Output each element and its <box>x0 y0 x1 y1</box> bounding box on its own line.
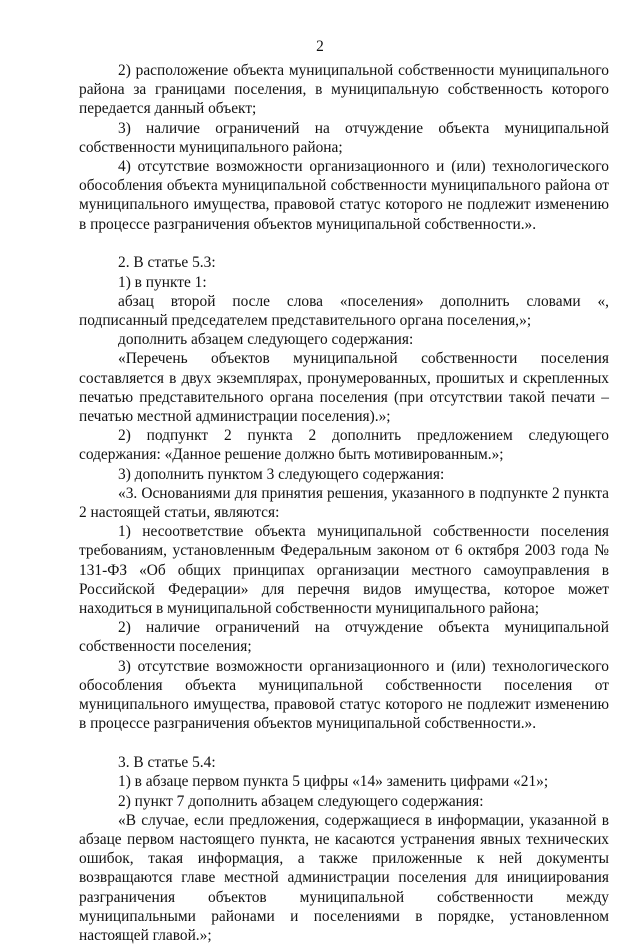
paragraph-item-3: 3) дополнить пунктом 3 следующего содержания: <box>118 465 445 483</box>
page-number: 2 <box>316 38 324 55</box>
section-heading-article-5-4: 3. В статье 5.4: <box>118 754 216 772</box>
section-spacer <box>79 234 609 254</box>
section-heading-article-5-3: 2. В статье 5.3: <box>118 254 216 272</box>
paragraph-item-1-digits: 1) в абзаце первом пункта 5 цифры «14» заменить цифрами «21»; <box>118 773 549 791</box>
paragraph-clause-4: 4) отсутствие возможности организационного и (или) технологического обособления объекта муниципальной собственности муниципального района от муниципального имущества, правовой статус которого не подлежит изменению в процессе разграничения объектов муниципальной собственности.». <box>79 158 609 233</box>
document-body <box>79 61 609 945</box>
paragraph-grounds: «3. Основаниями для принятия решения, указанного в подпункте 2 пункта 2 настоящей статьи, являются: <box>79 484 609 522</box>
section-spacer <box>79 734 609 754</box>
paragraph-item-1: 1) в пункте 1: <box>118 273 207 291</box>
paragraph-ground-1: 1) несоответствие объекта муниципальной собственности поселения требованиям, установленным Федеральным законом от 6 октября 2003 года № 131-ФЗ «Об общих принципах организации местного самоуправления в Российской Федерации» для перечня видов имущества, которое может находиться в муниципальной собственности муниципального района; <box>79 523 609 618</box>
paragraph-item-2-point-7: 2) пункт 7 дополнить абзацем следующего содержания: <box>118 792 484 810</box>
paragraph-clause-2: 2) расположение объекта муниципальной собственности муниципального района за границами поселения, в муниципальную собственность которого передается данный объект; <box>79 62 609 118</box>
paragraph-ground-2: 2) наличие ограничений на отчуждение объекта муниципальной собственности поселения; <box>79 619 609 656</box>
paragraph-ground-3: 3) отсутствие возможности организационного и (или) технологического обособления объекта муниципальной собственности поселения от муниципального имущества, правовой статус которого не подлежит изменению в процессе разграничения объектов муниципальной собственности.». <box>79 657 609 733</box>
paragraph-list-copies: «Перечень объектов муниципальной собственности поселения составляется в двух экземплярах, пронумерованных, прошитых и скрепленных печатью представительного органа поселения (при отсутствии такой печати – печатью местной администрации поселения).»; <box>79 350 609 426</box>
paragraph-item-2: 2) подпункт 2 пункта 2 дополнить предложением следующего содержания: «Данное решение должно быть мотивированным.»; <box>79 427 609 464</box>
paragraph-amendment-signature: абзац второй после слова «поселения» дополнить словами «, подписанный председателем представительного органа поселения,»; <box>79 292 609 330</box>
paragraph-return-information: «В случае, если предложения, содержащиеся в информации, указанной в абзаце первом настоящего пункта, не касаются устранения явных технических ошибок, такая информация, а также приложенные к ней документы возвращаются главе местной администрации поселения для инициирования разграничения объектов муниципальной собственности между муниципальными районами и поселениями в порядке, установленном настоящей главой.»; <box>79 811 609 944</box>
paragraph-clause-3: 3) наличие ограничений на отчуждение объекта муниципальной собственности муниципального района; <box>79 119 609 156</box>
paragraph-add-subparagraph: дополнить абзацем следующего содержания: <box>118 331 414 349</box>
